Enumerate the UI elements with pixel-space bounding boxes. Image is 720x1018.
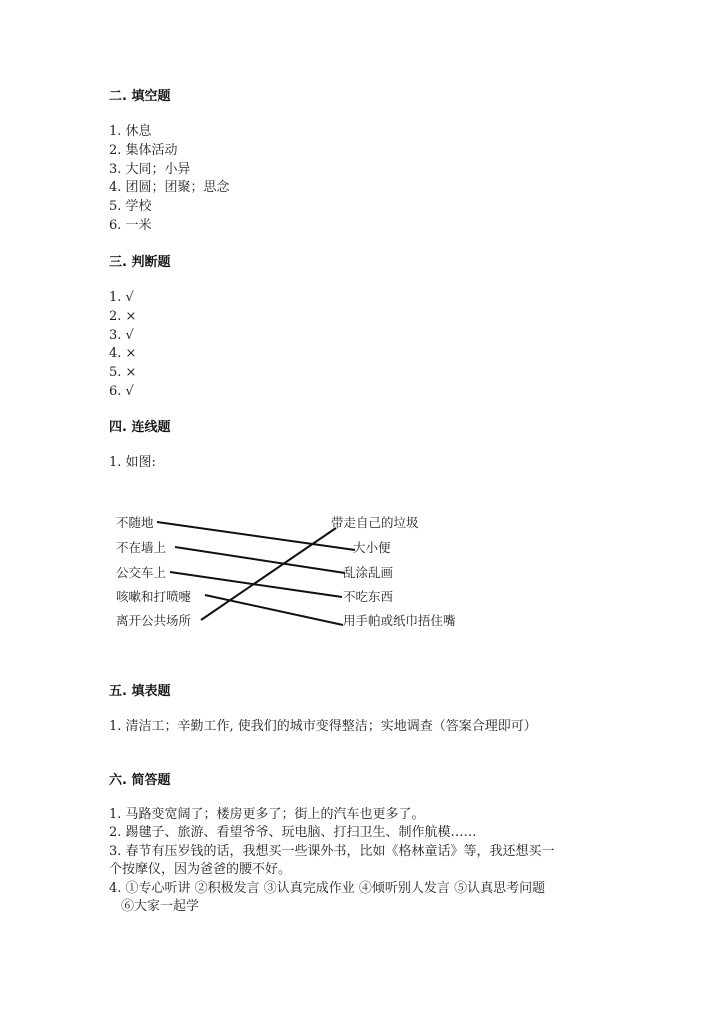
left-item: 咳嗽和打喷嚏	[116, 589, 192, 604]
matching-intro: 1. 如图:	[109, 455, 156, 470]
list-item	[109, 843, 555, 880]
connection-line	[170, 572, 342, 597]
left-item: 公交车上	[116, 565, 167, 580]
right-item: 大小便	[353, 540, 391, 555]
list-item: 3. 大同；小异	[109, 161, 191, 177]
right-item: 用手帕或纸巾捂住嘴	[343, 613, 456, 628]
right-item: 不吃东西	[343, 589, 394, 604]
list-item	[109, 880, 555, 917]
short-answer-list	[109, 806, 555, 916]
list-item: 5. 学校	[109, 199, 152, 215]
answer-line: 个按摩仪，因为爸爸的腰不好。	[109, 862, 292, 878]
list-item: 6. 一米	[109, 217, 152, 233]
list-item: 1. 休息	[109, 124, 152, 139]
connection-line	[201, 528, 336, 620]
right-item: 带走自己的垃圾	[331, 515, 419, 530]
left-item: 不在墙上	[116, 540, 167, 555]
list-item: 4. ×	[109, 346, 137, 362]
list-item: 1. 马路变宽阔了；楼房更多了；街上的汽车也更多了。	[109, 807, 425, 822]
list-item: 2. 踢毽子、旅游、看望爷爷、玩电脑、打扫卫生、制作航模……	[109, 825, 477, 841]
table-fill-answer: 1. 清洁工；辛勤工作, 使我们的城市变得整洁；实地调查（答案合理即可）	[109, 719, 537, 734]
left-item: 离开公共场所	[116, 613, 192, 628]
list-item: 4. 团圆；团聚；思念	[109, 180, 230, 196]
matching-heading: 四. 连线题	[109, 420, 171, 435]
connection-line	[175, 547, 345, 573]
list-item: 1. √	[109, 290, 134, 305]
list-item: 3. √	[109, 327, 134, 343]
list-item: 2. 集体活动	[109, 142, 178, 158]
fill-blank-heading: 二. 填空题	[109, 89, 171, 104]
answer-line: 4. ①专心听讲 ②积极发言 ③认真完成作业 ④倾听别人发言 ⑤认真思考问题	[109, 880, 546, 896]
true-false-heading: 三. 判断题	[109, 255, 171, 270]
right-item: 乱涂乱画	[343, 565, 394, 580]
table-fill-heading: 五. 填表题	[109, 684, 171, 699]
answer-line: ⑥大家一起学	[121, 899, 200, 915]
list-item: 6. √	[109, 383, 134, 399]
list-item: 2. ×	[109, 308, 137, 324]
answer-line: 3. 春节有压岁钱的话，我想买一些课外书，比如《格林童话》等，我还想买一	[109, 843, 555, 859]
connection-line	[205, 595, 343, 625]
list-item: 5. ×	[109, 365, 137, 381]
short-answer-heading: 六. 简答题	[109, 773, 171, 788]
left-item: 不随地	[116, 515, 154, 530]
